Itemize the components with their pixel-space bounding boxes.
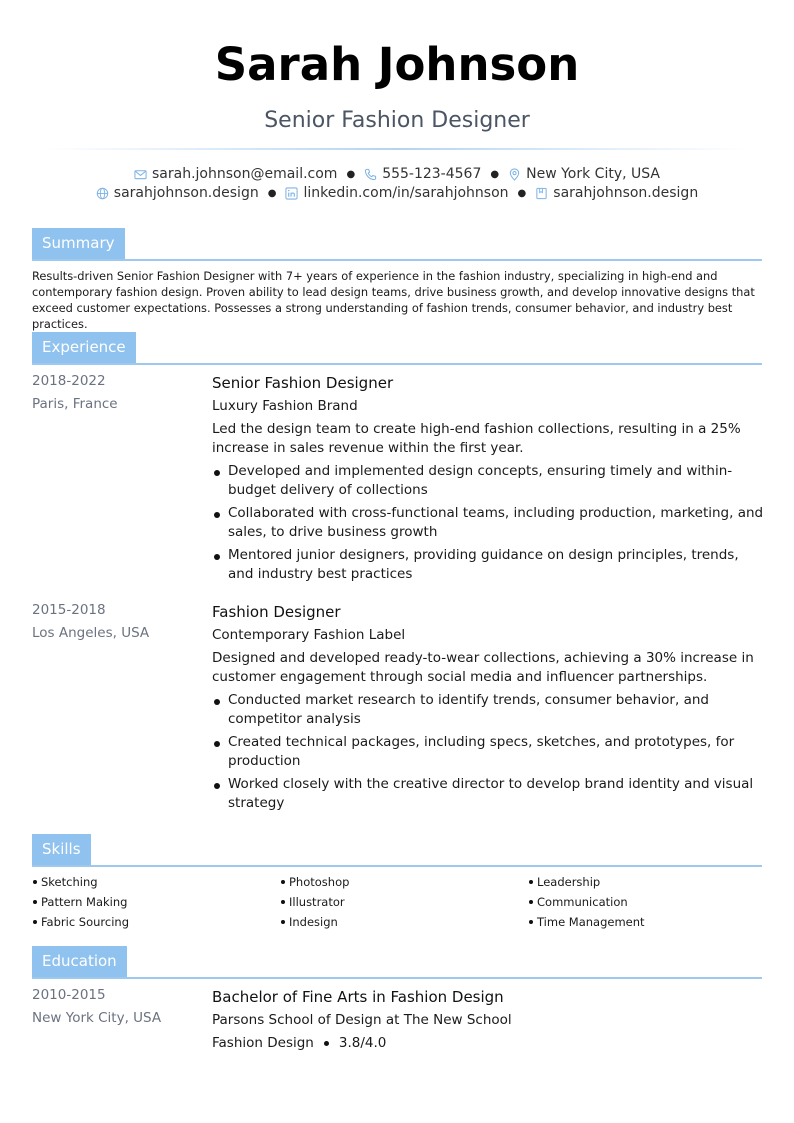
skill-name: Pattern Making	[41, 895, 128, 909]
skill-name: Communication	[537, 895, 628, 909]
skill-name: Time Management	[537, 915, 645, 929]
job-title: Senior Fashion Designer	[212, 374, 394, 392]
contact-row-links	[0, 185, 794, 201]
contact-location-text: New York City, USA	[526, 166, 660, 182]
portfolio-icon	[535, 187, 548, 200]
education-location: New York City, USA	[32, 1010, 162, 1026]
skill-item	[528, 874, 762, 890]
achievement-item: Collaborated with cross-functional teams, including production, marketing, and sales, to drive business growth	[212, 504, 764, 542]
education-extra	[212, 1034, 764, 1052]
skill-item	[32, 914, 280, 930]
contact-email[interactable]	[134, 166, 337, 182]
skill-name: Indesign	[289, 915, 338, 929]
job-description: Led the design team to create high-end fashion collections, resulting in a 25% increase in sales revenue within the first year.	[212, 421, 741, 456]
bullet-dot	[529, 920, 533, 924]
skill-name: Photoshop	[289, 875, 350, 889]
skill-name: Illustrator	[289, 895, 345, 909]
contact-phone-text: 555-123-4567	[382, 166, 482, 182]
bullet-dot	[33, 880, 37, 884]
contact-separator: ●	[267, 187, 277, 199]
summary-section-header	[32, 228, 762, 261]
bullet-dot	[33, 920, 37, 924]
bullet-dot	[529, 900, 533, 904]
achievement-item: Conducted market research to identify trends, consumer behavior, and competitor analysis	[212, 691, 764, 729]
bullet-dot	[281, 920, 285, 924]
job-description: Designed and developed ready-to-wear collections, achieving a 30% increase in customer engagement through social media and influencer partnerships.	[212, 650, 754, 685]
mail-icon	[134, 168, 147, 181]
bullet-dot	[529, 880, 533, 884]
bullet-dot	[324, 1041, 329, 1046]
education-section-label: Education	[32, 946, 127, 977]
skills-section-header	[32, 834, 762, 867]
job-title: Fashion Designer	[212, 603, 341, 621]
contact-separator: ●	[490, 168, 500, 180]
education-details	[212, 986, 764, 1052]
education-meta	[32, 986, 202, 1027]
school-name: Parsons School of Design at The New School	[212, 1012, 512, 1028]
skill-item	[280, 914, 528, 930]
contact-separator: ●	[517, 187, 527, 199]
experience-dates: 2018-2022	[32, 373, 106, 389]
skill-name: Leadership	[537, 875, 601, 889]
contact-email-text: sarah.johnson@email.com	[152, 166, 338, 182]
experience-location: Los Angeles, USA	[32, 625, 150, 641]
achievement-item: Developed and implemented design concepts, ensuring timely and within-budget delivery of collections	[212, 462, 764, 500]
experience-section-label: Experience	[32, 332, 136, 363]
skill-item	[32, 894, 280, 910]
skill-item	[528, 894, 762, 910]
contact-website-text: sarahjohnson.design	[113, 185, 259, 201]
contact-linkedin-text: linkedin.com/in/sarahjohnson	[303, 185, 509, 201]
phone-icon	[364, 168, 377, 181]
achievement-item: Worked closely with the creative director to develop brand identity and visual strategy	[212, 775, 764, 813]
contact-phone[interactable]	[364, 166, 481, 182]
contact-separator: ●	[346, 168, 356, 180]
experience-meta	[32, 601, 202, 642]
summary-text: Results-driven Senior Fashion Designer with 7+ years of experience in the fashion industry, specializing in high-end and contemporary fashion design. Proven ability to lead design teams, drive business growth, and develop innovative designs that exceed customer expectations. Possesses a strong understanding of fashion trends, consumer behavior, and industry best practices.	[32, 269, 755, 331]
candidate-headline: Senior Fashion Designer	[264, 108, 530, 133]
bullet-dot	[281, 880, 285, 884]
skill-item	[280, 894, 528, 910]
skill-name: Sketching	[41, 875, 98, 889]
globe-icon	[96, 187, 109, 200]
bullet-dot	[281, 900, 285, 904]
header-divider	[47, 148, 747, 150]
contact-location	[508, 166, 660, 182]
skill-item	[32, 874, 280, 890]
summary-section-label: Summary	[32, 228, 125, 259]
achievement-item: Created technical packages, including specs, sketches, and prototypes, for production	[212, 733, 764, 771]
skill-item	[528, 914, 762, 930]
achievement-item: Mentored junior designers, providing guidance on design principles, trends, and industry best practices	[212, 546, 764, 584]
achievement-list	[212, 462, 764, 584]
candidate-name: Sarah Johnson	[214, 38, 580, 91]
skill-item	[280, 874, 528, 890]
experience-dates: 2015-2018	[32, 602, 106, 618]
education-dates: 2010-2015	[32, 987, 106, 1003]
experience-details	[212, 372, 764, 588]
achievement-list	[212, 691, 764, 813]
experience-section-header	[32, 332, 762, 365]
degree-title: Bachelor of Fine Arts in Fashion Design	[212, 988, 504, 1006]
location-pin-icon	[508, 168, 521, 181]
contact-portfolio[interactable]	[535, 185, 698, 201]
skills-grid	[32, 874, 762, 930]
contact-website[interactable]	[96, 185, 259, 201]
gpa-value: 3.8/4.0	[338, 1035, 387, 1051]
skill-name: Fabric Sourcing	[41, 915, 130, 929]
bullet-dot	[33, 900, 37, 904]
education-section-header	[32, 946, 762, 979]
contact-portfolio-text: sarahjohnson.design	[553, 185, 699, 201]
skills-section-label: Skills	[32, 834, 91, 865]
company-name: Luxury Fashion Brand	[212, 398, 358, 414]
company-name: Contemporary Fashion Label	[212, 627, 406, 643]
field-of-study: Fashion Design	[212, 1035, 314, 1051]
experience-meta	[32, 372, 202, 413]
experience-location: Paris, France	[32, 396, 118, 412]
linkedin-icon	[285, 187, 298, 200]
contact-linkedin[interactable]	[285, 185, 508, 201]
contact-row-primary	[0, 166, 794, 182]
experience-details	[212, 601, 764, 817]
